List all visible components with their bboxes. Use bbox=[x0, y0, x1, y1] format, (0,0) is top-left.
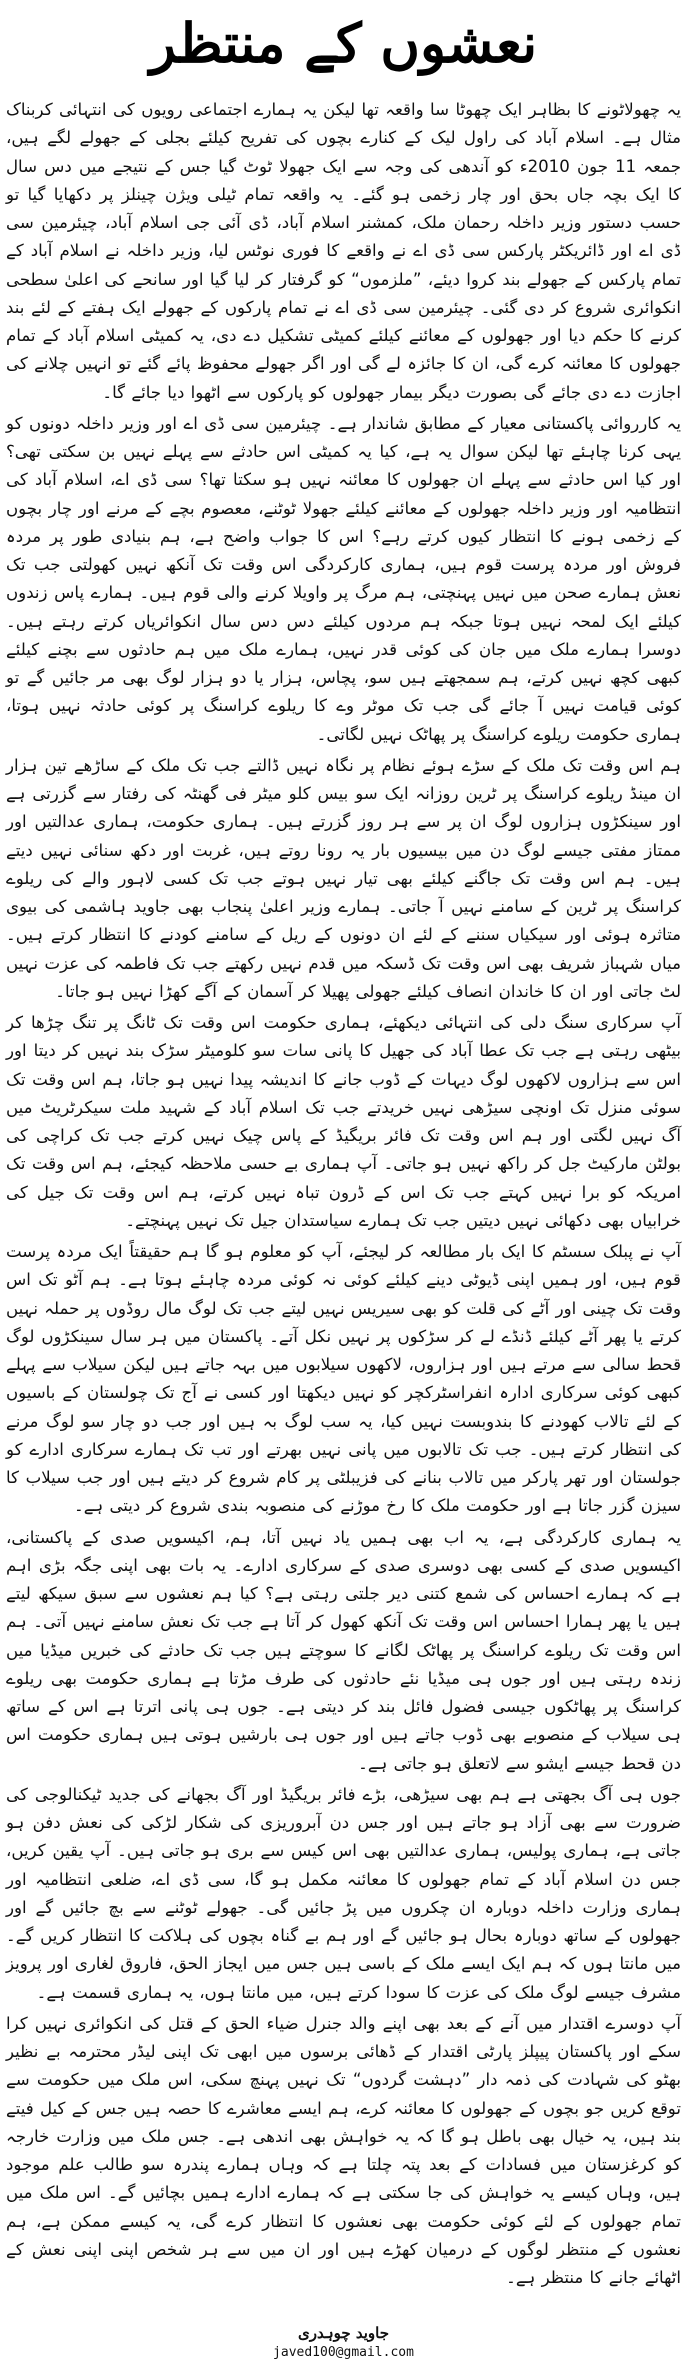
paragraph: ہم اس وقت تک ملک کے سڑے ہوئے نظام پر نگاہ نہیں ڈالتے جب تک ملک کے ساڑھے تین ہزار ان مینڈ ریلوے کراسنگ پر ٹرین روزانہ ایک سو بیس کلو میٹر فی گھنٹہ کی رفتار سے گزرتی ہے اور سینکڑوں ہزاروں لوگ ان پر سے ہر روز گزرتے ہیں۔ ہماری حکومت، ہماری عدالتیں اور ممتاز مفتی جیسے لوگ دن میں بیسیوں بار یہ رونا روتے ہیں، غربت اور دکھ سنائی نہیں دیتے ہیں۔ ہم اس وقت تک جاگنے کیلئے بھی تیار نہیں ہوتے جب تک کسی لاہور والے کی ریلوے کراسنگ پر ٹرین کے سامنے نہیں آ جاتی۔ ہمارے وزیر اعلیٰ پنجاب بھی جاوید ہاشمی کی بیوی متاثرہ ہوئی اور سیکیاں سننے کے لئے ان دونوں کے ریل کے سامنے کودنے کا انتظار کرتے ہیں۔ میاں شہباز شریف بھی اس وقت تک ڈسکہ میں قدم نہیں رکھتے جب تک فاطمہ کی عزت نہیں لٹ جاتی اور ان کا خاندان انصاف کیلئے جھولی پھیلا کر آسمان کے آگے کھڑا نہیں ہو جاتا۔ bbox=[6, 755, 681, 1001]
paragraph: یہ کارروائی پاکستانی معیار کے مطابق شاندار ہے۔ چیئرمین سی ڈی اے اور وزیر داخلہ دونوں کو یہی کرنا چاہئے تھا لیکن سوال یہ ہے، کیا یہ کمیٹی اس حادثے سے پہلے نہیں بن سکتی تھی؟ اور کیا اس حادثے سے پہلے ان جھولوں کا معائنہ نہیں ہو سکتا تھا؟ سی ڈی اے، اسلام آباد کی انتظامیہ اور وزیر داخلہ جھولوں کے معائنے کیلئے جھولا ٹوٹنے، معصوم بچے کے مرنے اور چار بچوں کے زخمی ہونے کا انتظار کیوں کرتے رہے؟ اس کا جواب واضح ہے، ہم بنیادی طور پر مردہ فروش اور مردہ پرست قوم ہیں، ہماری کارکردگی اس وقت تک آنکھ نہیں کھولتی جب تک نعش ہمارے صحن میں نہیں پہنچتی، ہم مرگ پر واویلا کرنے والی قوم ہیں۔ ہمارے پاس زندوں کیلئے ایک لمحہ نہیں ہوتا جبکہ ہم مردوں کیلئے دس دس سال انکوائریاں کرتے رہتے ہیں۔ دوسرا ہمارے ملک میں جان کی کوئی قدر نہیں، ہمارے ملک میں ہم حادثوں سے بچنے کیلئے کبھی کچھ نہیں کرتے، ہم سمجھتے ہیں سو، پچاس، ہزار یا دو ہزار لوگ بھی مر جائیں گے تو کوئی قیامت نہیں آ جائے گی جب تک موٹر وے کا ریلوے کراسنگ پر کوئی حادثہ نہیں ہوتا، ہماری حکومت ریلوے کراسنگ پر پھاٹک نہیں لگاتی۔ bbox=[6, 413, 681, 744]
author-email[interactable]: javed100@gmail.com bbox=[273, 2345, 414, 2360]
byline bbox=[0, 2322, 687, 2362]
column-title: نعشوں کے منتظر bbox=[149, 11, 538, 75]
paragraph: یہ چھولاٹونے کا بظاہر ایک چھوٹا سا واقعہ تھا لیکن یہ ہمارے اجتماعی رویوں کی انتہائی کربناک مثال ہے۔ اسلام آباد کی راول لیک کے کنارے بچوں کی تفریح کیلئے بجلی کے جھولے لگے ہیں، جمعہ 11 جون 2010ء کو آندھی کی وجہ سے ایک جھولا ٹوٹ گیا جس کے نتیجے میں دس سال کا ایک بچہ جاں بحق اور چار زخمی ہو گئے۔ یہ واقعہ تمام ٹیلی ویژن چینلز پر دکھایا گیا تو حسب دستور وزیر داخلہ رحمان ملک، کمشنر اسلام آباد، ڈی آئی جی اسلام آباد، چیئرمین سی ڈی اے اور ڈائریکٹر پارکس سی ڈی اے نے واقعے کا فوری نوٹس لیا، وزیر داخلہ نے اسلام آباد کے تمام پارکس کے جھولے بند کروا دیئے، ”ملزموں“ کو گرفتار کر لیا گیا اور سانحے کی اعلیٰ سطحی انکوائری شروع کر دی گئی۔ چیئرمین سی ڈی اے نے تمام پارکوں کے جھولے ایک ہفتے کے لئے بند کرنے کا حکم دیا اور جھولوں کے معائنے کیلئے کمیٹی تشکیل دے دی، یہ کمیٹی اسلام آباد کے تمام جھولوں کا معائنہ کرے گی، ان کا جائزہ لے گی اور اگر جھولے محفوظ پائے گئے تو انہیں چلانے کی اجازت دے دی جائے گی بصورت دیگر بیمار جھولوں کو پارکوں سے اٹھوا دیا جائے گا۔ bbox=[6, 100, 681, 402]
paragraph: آپ سرکاری سنگ دلی کی انتہائی دیکھئے، ہماری حکومت اس وقت تک ٹانگ پر تنگ چڑھا کر بیٹھی رہتی ہے جب تک عطا آباد کی جھیل کا پانی سات سو کلومیٹر سڑک بند نہیں کر دیتا اور اس سے ہزاروں لاکھوں لوگ دیہات کے ڈوب جانے کا اندیشہ پیدا نہیں ہو جاتا، ہم اس وقت تک سوئی منزل تک اونچی سیڑھی نہیں خریدتے جب تک اسلام آباد کے شہید ملت سیکرٹریٹ میں آگ نہیں لگتی اور ہم اس وقت تک فائر بریگیڈ کے پاس چیک نہیں کرتے جب تک کراچی کی بولٹن مارکیٹ جل کر راکھ نہیں ہو جاتی۔ آپ ہماری بے حسی ملاحظہ کیجئے، ہم اس وقت تک امریکہ کو برا نہیں کہتے جب تک اس کے ڈرون تباہ نہیں کرتے، ہم اس وقت تک جیل کی خرابیاں بھی دکھائی نہیں دیتیں جب تک ہمارے سیاستدان جیل تک نہیں پہنچتے۔ bbox=[6, 1013, 681, 1230]
paragraph: یہ ہماری کارکردگی ہے، یہ اب بھی ہمیں یاد نہیں آتا، ہم، اکیسویں صدی کے پاکستانی، اکیسویں صدی کے کسی بھی دوسری صدی کے سرکاری ادارے۔ یہ بات بھی اپنی جگہ بڑی اہم ہے کہ ہمارے احساس کی شمع کتنی دیر جلتی رہتی ہے؟ کیا ہم نعشوں سے سبق سیکھ لیتے ہیں یا پھر ہمارا احساس اس وقت تک آنکھ کھول کر آتا ہے جب تک نعش سامنے نہیں آتی۔ ہم اس وقت تک ریلوے کراسنگ پر پھاٹک لگانے کا سوچتے ہیں جب تک حادثے کی خبریں میڈیا میں زندہ رہتی ہیں اور جوں ہی میڈیا نئے حادثوں کی طرف مڑتا ہے ہماری حکومت بھی ریلوے کراسنگ پر پھاٹکوں جیسی فضول فائل بند کر دیتی ہے۔ جوں ہی پانی اترتا ہے اس کے ساتھ ہی سیلاب کے منصوبے بھی ڈوب جاتے ہیں اور جوں ہی بارشیں ہوتی ہیں ہماری حکومت اس دن قحط جیسے ایشو سے لاتعلق ہو جاتی ہے۔ bbox=[6, 1527, 681, 1773]
column-body bbox=[6, 96, 681, 2295]
author-name: جاوید چوہدری bbox=[297, 2324, 390, 2342]
paragraph: آپ نے پبلک سسٹم کا ایک بار مطالعہ کر لیجئے، آپ کو معلوم ہو گا ہم حقیقتاً ایک مردہ پرست قوم ہیں، اور ہمیں اپنی ڈیوٹی دینے کیلئے کوئی نہ کوئی مردہ چاہئے ہوتا ہے۔ ہم آٹو تک اس وقت تک چینی اور آٹے کی قلت کو بھی سیریس نہیں لیتے جب تک لوگ مال روڈوں پر حملہ نہیں کرتے یا پھر آٹے کیلئے ڈنڈے لے کر سڑکوں پر نہیں نکل آتے۔ پاکستان میں ہر سال سینکڑوں لوگ قحط سالی سے مرتے ہیں اور ہزاروں، لاکھوں سیلابوں میں بہہ جاتے ہیں لیکن سیلاب سے پہلے کبھی کوئی سرکاری ادارہ انفراسٹرکچر کو نہیں دیکھتا اور کسی نے آج تک چولستان کے باسیوں کے لئے تالاب کھودنے کا بندوبست نہیں کیا، یہ سب لوگ بہ ہیں اور جب دو چار سو لوگ مرنے کی انتظار کرتے ہیں۔ جب تک تالابوں میں پانی نہیں بھرتے اور تب تک ہمارے سرکاری ادارے کو جولستان اور تھر پارکر میں تالاب بنانے کی فزیبلٹی پر کام شروع کر دیتے ہیں اور جب سیلاب کا سیزن گزر جاتا ہے اور حکومت ملک کا رخ موڑنے کی منصوبہ بندی شروع کر دیتی ہے۔ bbox=[6, 1242, 681, 1516]
paragraph: جوں ہی آگ بجھتی ہے ہم بھی سیڑھی، بڑے فائر بریگیڈ اور آگ بجھانے کی جدید ٹیکنالوجی کی ضرورت سے بھی آزاد ہو جاتے ہیں اور جس دن آبروریزی کی شکار لڑکی کی نعش دفن ہو جاتی ہے، ہماری پولیس، ہماری عدالتیں بھی اس کیس سے بری ہو جاتی ہیں۔ آپ یقین کریں، جس دن اسلام آباد کے تمام جھولوں کا معائنہ مکمل ہو گا، سی ڈی اے، ضلعی انتظامیہ اور ہماری وزارت داخلہ دوبارہ ان چکروں میں پڑ جائیں گی۔ جھولے ٹوٹنے سے بچ جائیں گے اور جھولوں کے ساتھ دوبارہ بحال ہو جائیں گے اور ہم بے گناہ بچوں کی ہلاکت کا انتظار کریں گے۔ میں مانتا ہوں کہ ہم ایک ایسے ملک کے باسی ہیں جس میں ایجاز الحق، فاروق لغاری اور پرویز مشرف جیسے لوگ ملک کی عزت کا سودا کرتے ہیں، میں مانتا ہوں، یہ ہماری قسمت ہے۔ bbox=[6, 1784, 681, 2002]
paragraph: آپ دوسرے اقتدار میں آنے کے بعد بھی اپنے والد جنرل ضیاء الحق کے قتل کی انکوائری نہیں کرا سکے اور پاکستان پیپلز پارٹی اقتدار کے ڈھائی برسوں میں ابھی تک اپنی لیڈر محترمہ بے نظیر بھٹو کی شہادت کی ذمہ دار ”دہشت گردوں“ تک نہیں پہنچ سکی، اس ملک میں حکومت سے توقع کریں جو بچوں کے جھولوں کا معائنہ کرے، ہم ایسے معاشرے کا حصہ ہیں جس کے کیل فیتے بند ہیں، یہ خیال بھی باطل ہو گا کہ یہ خواہش بھی اندھی ہے۔ جس ملک میں وزارت خارجہ کو کرغزستان میں فسادات کے بعد پتہ چلتا ہے کہ وہاں ہمارے پندرہ سو طالب علم موجود ہیں، وہاں کیسے یہ خواہش کی جا سکتی ہے کہ ہمارے ادارے ہمیں بچائیں گے۔ اس ملک میں تمام جھولوں کے لئے کوئی حکومت بھی نعشوں کا انتظار کرے گی، یہ کیسے ممکن ہے، ہم نعشوں کے منتظر لوگوں کے درمیان کھڑے ہیں اور ان میں سے ہر شخص اپنی اپنی نعش کے اٹھائے جانے کا منتظر ہے۔ bbox=[6, 2013, 681, 2287]
